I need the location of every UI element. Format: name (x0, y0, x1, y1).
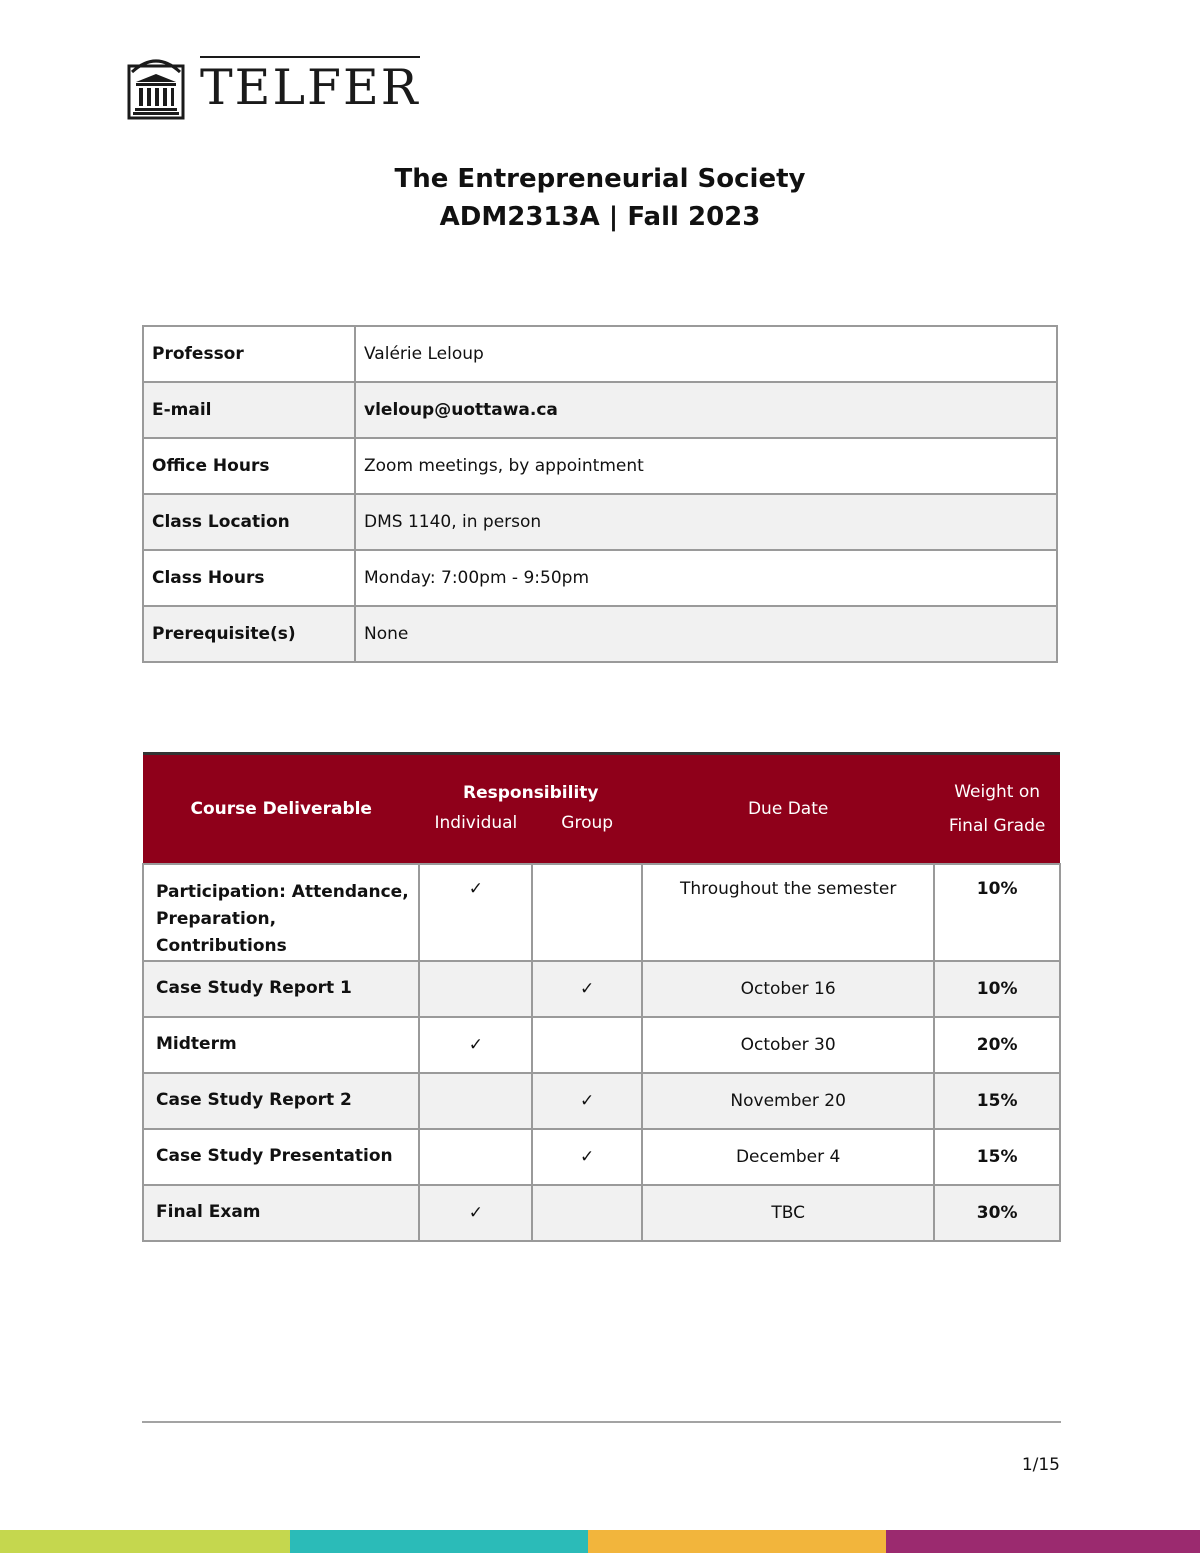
weight: 10% (934, 864, 1060, 961)
individual-cell (419, 961, 532, 1017)
deliverable-row (143, 1129, 1060, 1185)
footer-color-bar-2 (290, 1530, 588, 1553)
deliverable-name: Case Study Report 2 (143, 1073, 419, 1129)
info-row (143, 550, 1057, 606)
group-check-icon: ✓ (532, 1129, 642, 1185)
weight: 20% (934, 1017, 1060, 1073)
deliverable-row (143, 1185, 1060, 1241)
header-weight-line1: Weight on (954, 781, 1041, 802)
due-date: October 16 (642, 961, 934, 1017)
info-value: Valérie Leloup (355, 326, 1057, 382)
deliverable-name: Case Study Report 1 (143, 961, 419, 1017)
info-label: Office Hours (143, 438, 355, 494)
info-row (143, 438, 1057, 494)
info-label: Class Hours (143, 550, 355, 606)
info-row (143, 606, 1057, 662)
info-value: vleloup@uottawa.ca (355, 382, 1057, 438)
footer-color-bar-1 (0, 1530, 290, 1553)
individual-cell (419, 1073, 532, 1129)
info-row (143, 326, 1057, 382)
deliverables-table (142, 752, 1061, 1242)
deliverable-row (143, 961, 1060, 1017)
info-row (143, 382, 1057, 438)
weight: 15% (934, 1129, 1060, 1185)
weight: 15% (934, 1073, 1060, 1129)
info-value: Zoom meetings, by appointment (355, 438, 1057, 494)
individual-check-icon: ✓ (419, 1185, 532, 1241)
info-value: Monday: 7:00pm - 9:50pm (355, 550, 1057, 606)
header-group: Group (532, 809, 642, 864)
group-check-icon: ✓ (532, 961, 642, 1017)
deliverable-row (143, 864, 1060, 961)
page-title (0, 160, 1200, 236)
info-label: Professor (143, 326, 355, 382)
info-row (143, 494, 1057, 550)
footer-color-bar-4 (886, 1530, 1200, 1553)
header-weight (934, 754, 1060, 864)
info-label: Class Location (143, 494, 355, 550)
deliverable-name: Participation: Attendance, Preparation, Contributions (143, 864, 419, 961)
course-name: The Entrepreneurial Society (394, 164, 806, 194)
weight: 10% (934, 961, 1060, 1017)
header-course-deliverable: Course Deliverable (143, 754, 419, 864)
building-icon (126, 52, 186, 120)
individual-cell (419, 1129, 532, 1185)
due-date: October 30 (642, 1017, 934, 1073)
due-date: November 20 (642, 1073, 934, 1129)
group-cell (532, 1017, 642, 1073)
page-number: 1/15 (1021, 1455, 1060, 1475)
info-label: Prerequisite(s) (143, 606, 355, 662)
individual-check-icon: ✓ (419, 1017, 532, 1073)
info-label: E-mail (143, 382, 355, 438)
group-cell (532, 864, 642, 961)
header-due-date: Due Date (642, 754, 934, 864)
group-check-icon: ✓ (532, 1073, 642, 1129)
deliverable-name: Midterm (143, 1017, 419, 1073)
footer-divider (142, 1421, 1061, 1423)
individual-check-icon: ✓ (419, 864, 532, 961)
due-date: December 4 (642, 1129, 934, 1185)
group-cell (532, 1185, 642, 1241)
course-info-table (142, 325, 1058, 663)
deliverable-name: Final Exam (143, 1185, 419, 1241)
deliverable-row (143, 1073, 1060, 1129)
logo-wordmark: TELFER (200, 56, 420, 118)
header-responsibility: Responsibility (419, 754, 642, 809)
info-value: None (355, 606, 1057, 662)
course-code-term: ADM2313A | Fall 2023 (439, 202, 761, 232)
deliverable-row (143, 1017, 1060, 1073)
header-individual: Individual (419, 809, 532, 864)
telfer-logo (126, 52, 420, 120)
due-date: Throughout the semester (642, 864, 934, 961)
deliverable-name: Case Study Presentation (143, 1129, 419, 1185)
weight: 30% (934, 1185, 1060, 1241)
due-date: TBC (642, 1185, 934, 1241)
footer-color-bar-3 (588, 1530, 886, 1553)
info-value: DMS 1140, in person (355, 494, 1057, 550)
header-weight-line2: Final Grade (948, 815, 1046, 836)
